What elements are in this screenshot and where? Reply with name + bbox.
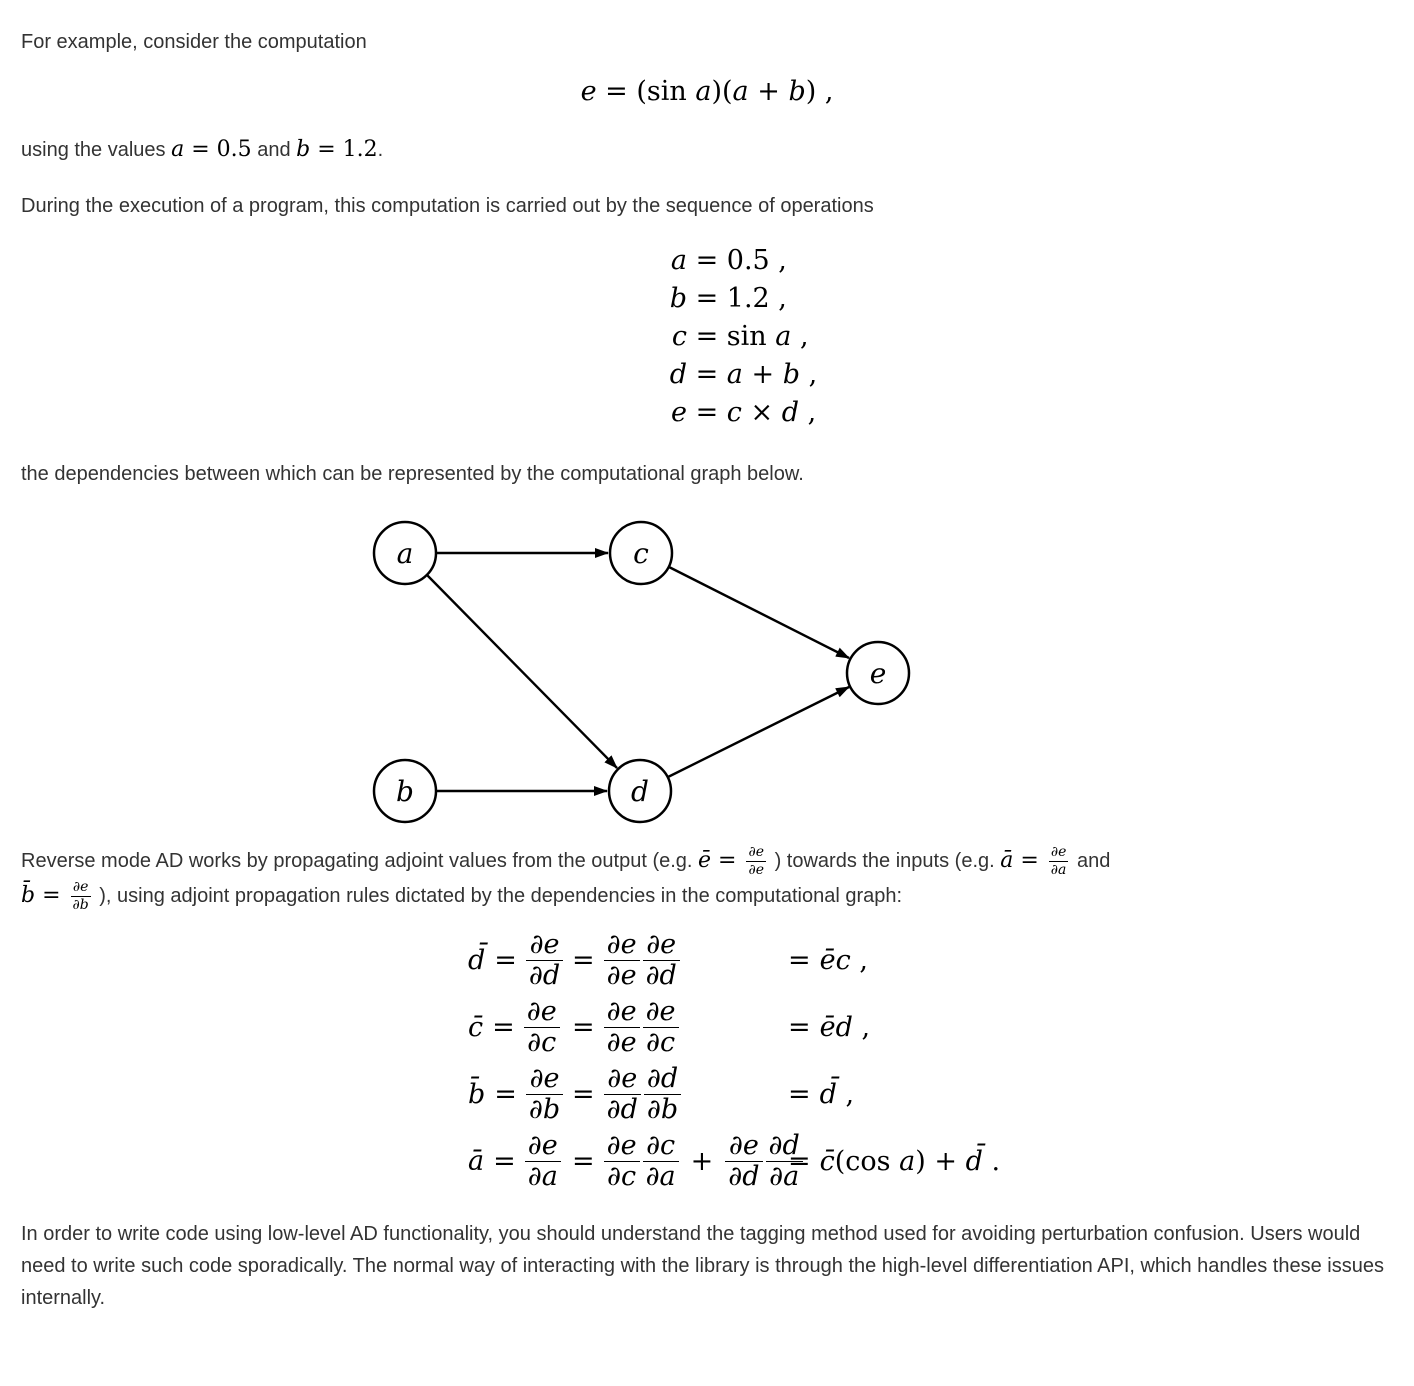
equals-sign: = [492, 1012, 515, 1043]
equals-sign: = [788, 1146, 811, 1177]
operation-row-b [661, 280, 1393, 318]
operation-lhs: a [670, 245, 687, 276]
adjoint-lhs [468, 997, 572, 1058]
equals-sign: = [494, 945, 517, 976]
result-expression: c̄(cos a) + d̄ . [819, 1146, 1001, 1177]
graph-edges [427, 553, 849, 791]
fraction: $\frac{\partial d}{\partial a}$ [766, 1131, 803, 1192]
equals-sign: = [572, 1012, 595, 1043]
equals-sign: = [493, 1146, 516, 1177]
adjoint-result [788, 1079, 1393, 1110]
operation-rhs: = c × d , [687, 397, 817, 428]
operation-row-a [661, 242, 1393, 280]
result-expression: d̄ , [819, 1079, 855, 1110]
paragraph-low-level-api: In order to write code using low-level AD functionality, you should understand the tagging method used for avoiding perturbation confusion. Users would need to write such code sporadically. The normal way of interacting with the library is through the high-level differentiation API, which handles these issues internally. [21, 1223, 1384, 1309]
adjoint-result [788, 945, 1393, 976]
fraction: $\frac{\partial e}{\partial b}$ [526, 1064, 563, 1125]
operation-rhs: = sin a , [687, 321, 809, 352]
fraction: $\frac{\partial e}{\partial d}$ [643, 930, 680, 991]
adjoint-var: c̄ [468, 1012, 484, 1043]
operations-block [661, 242, 1393, 432]
result-expression: ēd , [819, 1012, 871, 1043]
paragraph-intro: For example, consider the computation [21, 31, 367, 53]
adjoint-chain [572, 930, 788, 991]
adjoint-lhs [468, 1131, 572, 1192]
adjoint-equations [468, 930, 1393, 1192]
adjoint-lhs [468, 1064, 572, 1125]
equation-main: e = (sin a)(a + b) , [580, 76, 834, 107]
equals-sign: = [572, 945, 595, 976]
adjoint-var: b̄ [468, 1079, 486, 1110]
adjoint-chain [572, 1130, 800, 1192]
fraction: $\frac{\partial e}{\partial d}$ [725, 1131, 762, 1192]
fraction: $\frac{\partial e}{\partial a}$ [525, 1131, 561, 1192]
paragraph-dependencies: the dependencies between which can be represented by the computational graph below. [21, 463, 804, 485]
adjoint-result [788, 1146, 1393, 1177]
adjoint-chain [572, 997, 788, 1058]
adjoint-var: d̄ [468, 945, 486, 976]
equals-sign: = [572, 1079, 595, 1110]
operation-lhs: b [669, 283, 687, 314]
fraction: $\frac{\partial e}{\partial c}$ [604, 1131, 640, 1192]
graph-nodes [374, 522, 909, 822]
equals-sign: = [572, 1146, 595, 1177]
graph-node-label-d: d [631, 775, 649, 808]
operation-row-e [661, 394, 1393, 432]
operation-lhs: e [671, 397, 687, 428]
operation-row-d [661, 356, 1393, 394]
document-page [0, 26, 1414, 1314]
operation-rhs: = a + b , [687, 359, 818, 390]
fraction: $\frac{\partial e}{\partial d}$ [604, 1064, 641, 1125]
graph-node-label-c: c [633, 537, 649, 570]
equals-sign: = [788, 945, 811, 976]
paragraph-reverse-mode: Reverse mode AD works by propagating adjoint values from the output (e.g. ē = $\frac{\partial e}{\partial e}$ ) towards the inputs (e.g. ā = $\frac{\partial e}{\partial a}$ and b̄ = $\frac{\partial e}{\partial b}$ ), using adjoint propagation rules dictated by the dependencies in the computational graph: [21, 844, 1111, 913]
fraction: $\frac{\partial e}{\partial c}$ [643, 997, 679, 1058]
equals-sign: = [788, 1079, 811, 1110]
operation-rhs: = 1.2 , [687, 283, 787, 314]
paragraph-values: using the values a = 0.5 and b = 1.2. [21, 137, 384, 162]
adjoint-chain [572, 1064, 788, 1125]
edge-c-e [669, 567, 849, 658]
fraction: $\frac{\partial d}{\partial b}$ [644, 1064, 681, 1125]
edge-d-e [668, 687, 849, 777]
fraction: $\frac{\partial e}{\partial d}$ [526, 930, 563, 991]
computational-graph [21, 500, 1414, 840]
adjoint-result [788, 1012, 1393, 1043]
operation-rhs: = 0.5 , [687, 245, 787, 276]
operation-lhs: c [671, 321, 687, 352]
adjoint-lhs [468, 930, 572, 991]
result-expression: ēc , [819, 945, 868, 976]
operation-lhs: d [669, 359, 687, 390]
graph-node-label-b: b [396, 775, 414, 808]
operation-row-c [661, 318, 1393, 356]
graph-node-label-e: e [869, 657, 887, 690]
fraction: $\frac{\partial e}{\partial c}$ [524, 997, 560, 1058]
graph-node-label-a: a [396, 537, 414, 570]
fraction: $\frac{\partial e}{\partial e}$ [604, 997, 640, 1058]
paragraph-execution: During the execution of a program, this computation is carried out by the sequence of operations [21, 195, 874, 217]
equals-sign: = [788, 1012, 811, 1043]
fraction: $\frac{\partial e}{\partial e}$ [604, 930, 640, 991]
adjoint-var: ā [468, 1146, 485, 1177]
equals-sign: = [494, 1079, 517, 1110]
fraction: $\frac{\partial c}{\partial a}$ [643, 1131, 679, 1192]
plus-sign: + [690, 1146, 714, 1177]
edge-a-d [427, 575, 617, 768]
